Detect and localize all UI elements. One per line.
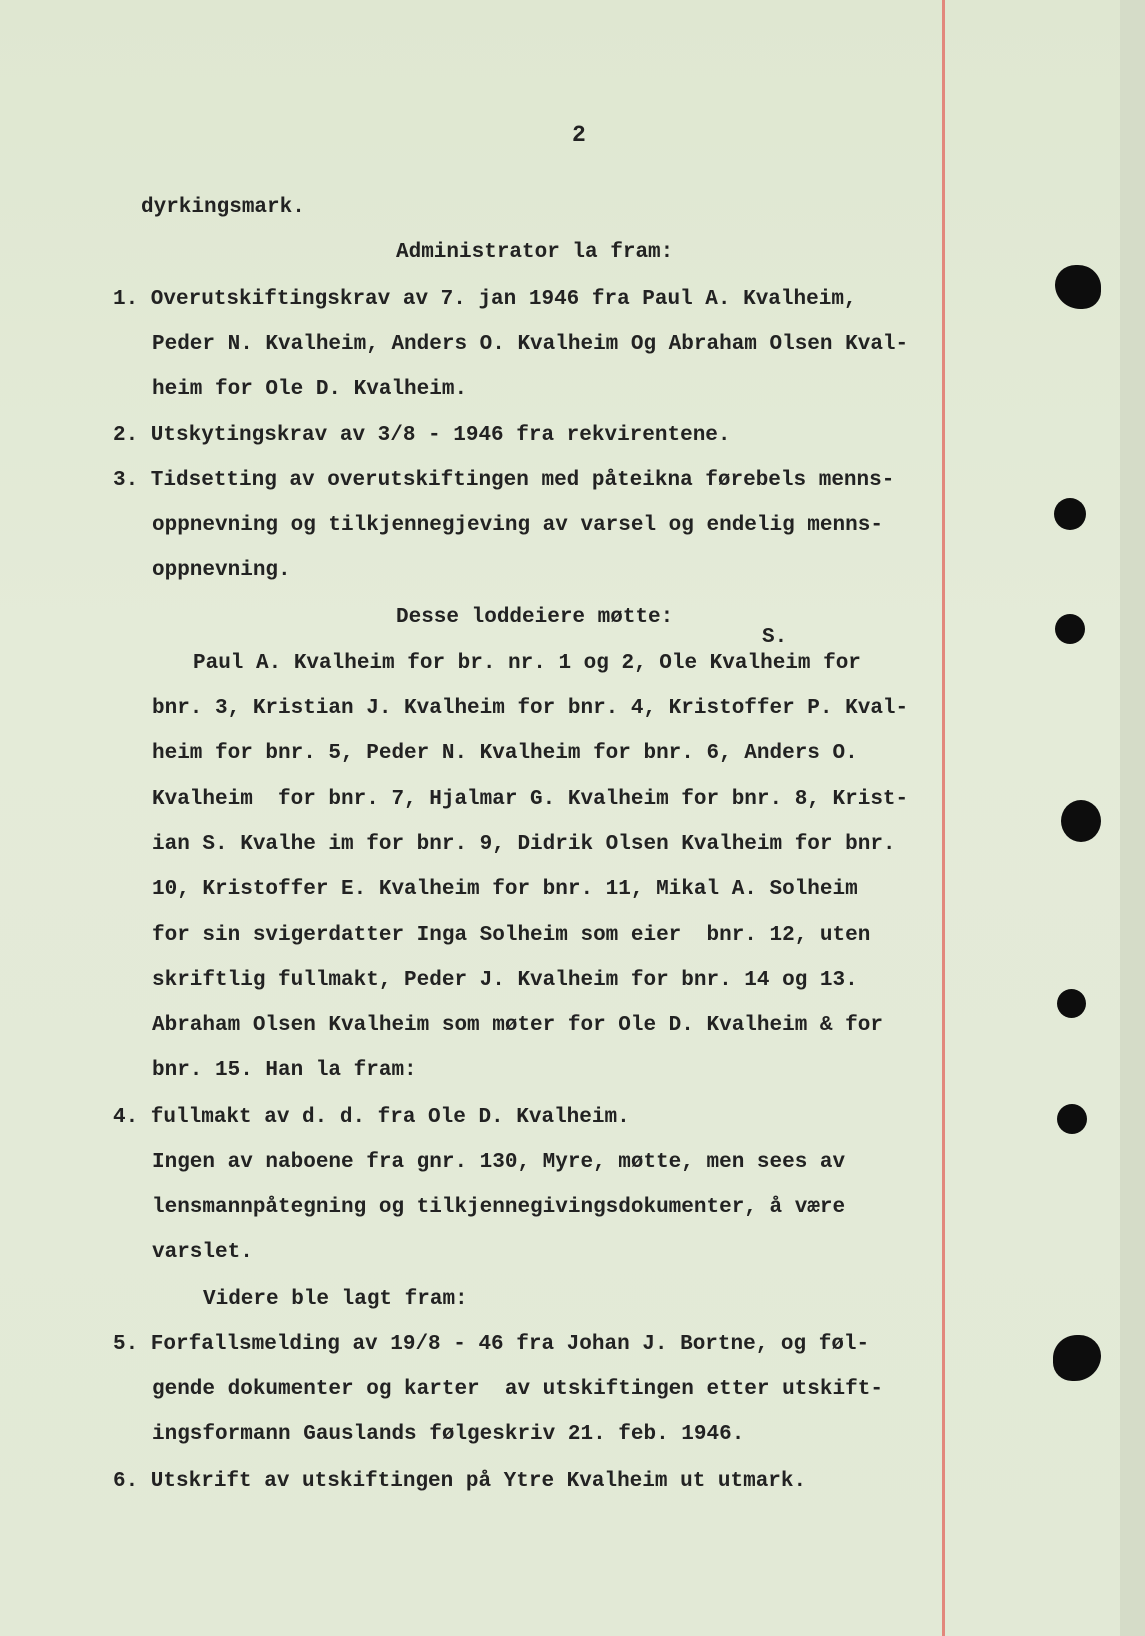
list-item: 1. Overutskiftingskrav av 7. jan 1946 fra Paul A. Kvalheim, <box>113 288 857 311</box>
punch-hole <box>1053 1335 1101 1381</box>
text-line: Paul A. Kvalheim for br. nr. 1 og 2, Ole Kvalheim for <box>193 652 861 675</box>
text-line: Ingen av naboene fra gnr. 130, Myre, møtte, men sees av <box>152 1151 846 1174</box>
punch-hole <box>1057 1104 1087 1134</box>
text-line: dyrkingsmark. <box>141 196 305 219</box>
list-item: 4. fullmakt av d. d. fra Ole D. Kvalheim. <box>113 1106 630 1129</box>
text-line: heim for Ole D. Kvalheim. <box>152 378 468 401</box>
text-line: oppnevning og tilkjennegjeving av varsel og endelig menns- <box>152 514 883 537</box>
text-line: gende dokumenter og karter av utskiftingen etter utskift- <box>152 1378 883 1401</box>
text-line: Abraham Olsen Kvalheim som møter for Ole D. Kvalheim & for <box>152 1014 883 1037</box>
text-line: ingsformann Gauslands følgeskriv 21. feb. 1946. <box>152 1423 745 1446</box>
text-line: skriftlig fullmakt, Peder J. Kvalheim for bnr. 14 og 13. <box>152 969 858 992</box>
list-item: 5. Forfallsmelding av 19/8 - 46 fra Johan J. Bortne, og føl- <box>113 1333 870 1356</box>
text-line: ian S. Kvalhe im for bnr. 9, Didrik Olsen Kvalheim for bnr. <box>152 833 896 856</box>
punch-hole <box>1057 989 1086 1018</box>
list-item: 3. Tidsetting av overutskiftingen med påteikna førebels menns- <box>113 469 895 492</box>
text-line: bnr. 15. Han la fram: <box>152 1059 417 1082</box>
list-item: 2. Utskytingskrav av 3/8 - 1946 fra rekvirentene. <box>113 424 731 447</box>
punch-hole <box>1061 800 1101 842</box>
text-line: oppnevning. <box>152 559 291 582</box>
page-number: 2 <box>572 122 586 148</box>
text-line: lensmannpåtegning og tilkjennegivingsdokumenter, å være <box>152 1196 846 1219</box>
text-line: varslet. <box>152 1241 253 1264</box>
text-line: bnr. 3, Kristian J. Kvalheim for bnr. 4, Kristoffer P. Kval- <box>152 697 909 720</box>
text-line: Peder N. Kvalheim, Anders O. Kvalheim Og Abraham Olsen Kval- <box>152 333 909 356</box>
punch-hole <box>1055 265 1101 309</box>
heading: Desse loddeiere møtte: <box>396 606 674 629</box>
text-line: heim for bnr. 5, Peder N. Kvalheim for bnr. 6, Anders O. <box>152 742 858 765</box>
heading: Videre ble lagt fram: <box>203 1288 468 1311</box>
heading: Administrator la fram: <box>396 241 674 264</box>
text-line: 10, Kristoffer E. Kvalheim for bnr. 11, Mikal A. Solheim <box>152 878 858 901</box>
punch-hole <box>1054 498 1086 530</box>
margin-rule <box>942 0 945 1636</box>
correction-note: S. <box>762 626 788 649</box>
text-line: for sin svigerdatter Inga Solheim som eier bnr. 12, uten <box>152 924 871 947</box>
list-item: 6. Utskrift av utskiftingen på Ytre Kvalheim ut utmark. <box>113 1470 807 1493</box>
page-edge <box>1120 0 1145 1636</box>
punch-hole <box>1055 614 1085 644</box>
text-line: Kvalheim for bnr. 7, Hjalmar G. Kvalheim for bnr. 8, Krist- <box>152 788 909 811</box>
